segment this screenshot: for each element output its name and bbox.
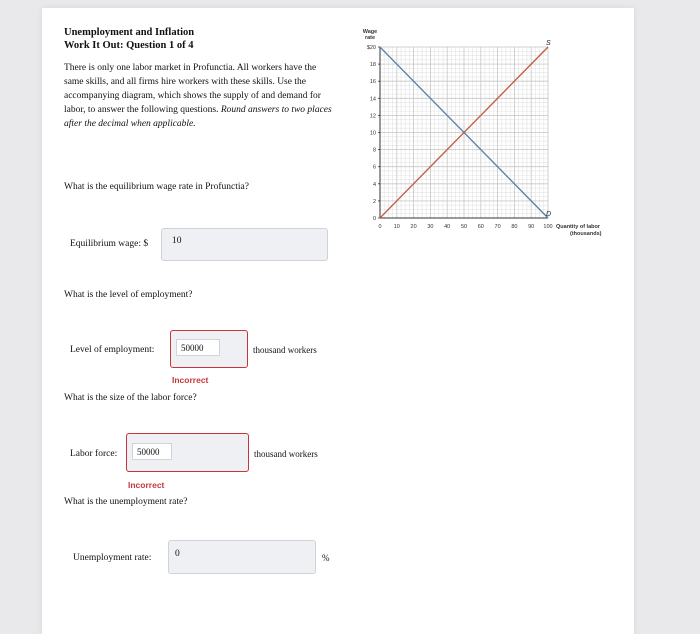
equilibrium-wage-value[interactable]: 10: [172, 236, 182, 246]
x-tick-label: 20: [410, 224, 417, 230]
question-4-prompt: What is the unemployment rate?: [64, 497, 188, 507]
question-2-prompt: What is the level of employment?: [64, 290, 193, 300]
x-tick-label: 80: [511, 224, 518, 230]
y-tick-label: 12: [369, 113, 376, 120]
x-tick-label: 0: [378, 224, 382, 230]
y-tick-label: 4: [372, 181, 376, 188]
labor-force-label: Labor force:: [70, 449, 118, 459]
y-axis-label: Wage: [362, 29, 378, 35]
y-tick-label: 18: [369, 62, 376, 69]
page-title: Unemployment and Inflation: [64, 27, 195, 38]
y-tick-label: 14: [369, 96, 376, 103]
y-tick-label: 0: [372, 216, 376, 222]
x-tick-label: 90: [528, 224, 535, 230]
x-tick-label: 50: [460, 224, 468, 230]
y-tick-label: 16: [369, 79, 376, 86]
equilibrium-wage-label: Equilibrium wage: $: [70, 239, 149, 249]
x-tick-label: 100: [543, 224, 553, 230]
unemployment-rate-label: Unemployment rate:: [73, 553, 152, 563]
x-axis-label: Quantity of labor: [556, 224, 600, 230]
unemployment-rate-unit: %: [322, 553, 330, 563]
labor-force-input[interactable]: 50000: [132, 443, 172, 460]
labor-force-unit: thousand workers: [254, 449, 318, 459]
employment-unit: thousand workers: [253, 345, 317, 355]
y-tick-label: 6: [372, 164, 376, 171]
x-tick-label: 30: [427, 224, 434, 230]
series-s-label: S: [546, 40, 551, 47]
intro-text: There is only one labor market in Profunctia. All workers have the same skills, and all firms hire workers with these skills. Use the accompanying diagram, which shows the supply of and demand for labor, to answer the following questions. Round answers to two places after the decimal when applicable.: [64, 63, 332, 129]
series-d-label: D: [546, 211, 552, 218]
labor-force-status: Incorrect: [128, 480, 165, 490]
y-axis-label: rate: [364, 35, 376, 41]
unemployment-rate-value[interactable]: 0: [175, 549, 180, 559]
question-1-prompt: What is the equilibrium wage rate in Profunctia?: [64, 182, 249, 192]
employment-input[interactable]: 50000: [176, 339, 220, 356]
y-tick-label: 2: [372, 198, 376, 205]
page-subtitle: Work It Out: Question 1 of 4: [64, 40, 194, 51]
x-tick-label: 70: [494, 224, 501, 230]
y-tick-label: 8: [372, 147, 376, 154]
intro-instruction: Round answers to two places after the decimal when applicable.: [64, 105, 332, 129]
y-tick-label: $20: [366, 45, 376, 51]
employment-label: Level of employment:: [70, 345, 155, 355]
employment-status: Incorrect: [172, 375, 209, 385]
x-tick-label: 40: [444, 224, 451, 230]
x-tick-label: 10: [393, 224, 400, 230]
x-tick-label: 60: [477, 224, 484, 230]
question-3-prompt: What is the size of the labor force?: [64, 393, 197, 403]
y-tick-label: 10: [369, 130, 376, 137]
x-axis-label-unit: (thousands): [570, 231, 602, 237]
